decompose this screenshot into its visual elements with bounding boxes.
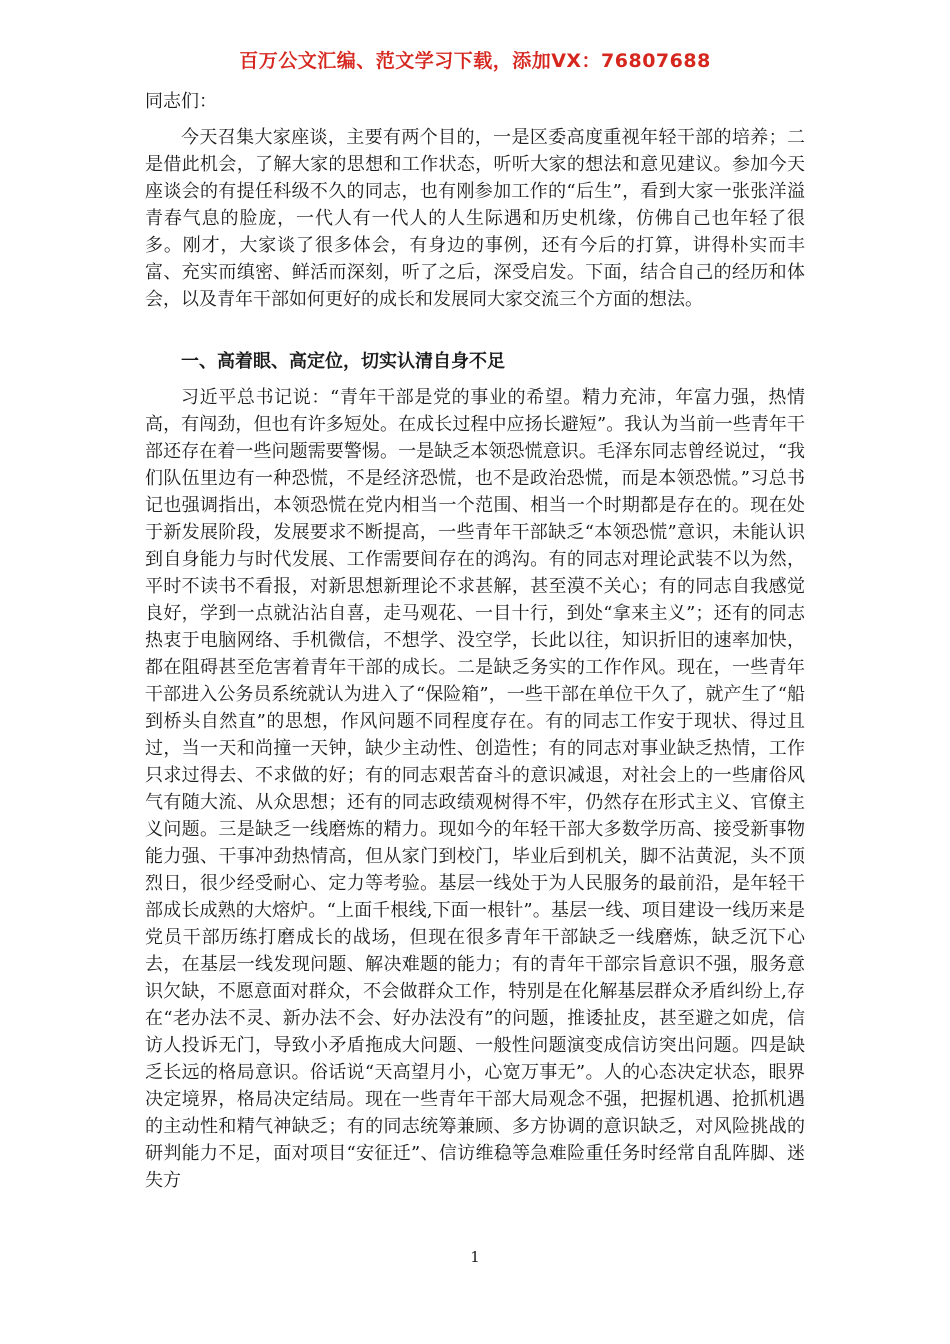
salutation: 同志们： xyxy=(145,91,217,112)
intro-paragraph: 今天召集大家座谈，主要有两个目的，一是区委高度重视年轻干部的培养；二是借此机会，了解大家的思想和工作状态，听听大家的想法和意见建议。参加今天座谈会的有提任科级不久的同志，也有刚参加工作的“后生”，看到大家一张张洋溢青春气息的脸庞，一代人有一代人的人生际遇和历史机缘，仿佛自己也年轻了很多。刚才，大家谈了很多体会，有身边的事例，还有今后的打算，讲得朴实而丰富、充实而缜密、鲜活而深刻，听了之后，深受启发。下面，结合自己的经历和体会，以及青年干部如何更好的成长和发展同大家交流三个方面的想法。 xyxy=(145,127,805,310)
document-body xyxy=(145,88,805,1194)
section-heading: 一、高着眼、高定位，切实认清自身不足 xyxy=(181,351,505,372)
body-paragraph: 习近平总书记说：“青年干部是党的事业的希望。精力充沛，年富力强，热情高，有闯劲，但也有许多短处。在成长过程中应扬长避短”。我认为当前一些青年干部还存在着一些问题需要警惕。一是缺乏本领恐慌意识。毛泽东同志曾经说过，“我们队伍里边有一种恐慌，不是经济恐慌，也不是政治恐慌，而是本领恐慌。”习总书记也强调指出，本领恐慌在党内相当一个范围、相当一个时期都是存在的。现在处于新发展阶段，发展要求不断提高，一些青年干部缺乏“本领恐慌”意识，未能认识到自身能力与时代发展、工作需要间存在的鸿沟。有的同志对理论武装不以为然，平时不读书不看报，对新思想新理论不求甚解，甚至漠不关心；有的同志自我感觉良好，学到一点就沾沾自喜，走马观花、一目十行，到处“拿来主义”；还有的同志热衷于电脑网络、手机微信，不想学、没空学，长此以往，知识折旧的速率加快，都在阻碍甚至危害着青年干部的成长。二是缺乏务实的工作作风。现在，一些青年干部进入公务员系统就认为进入了“保险箱”，一些干部在单位干久了，就产生了“船到桥头自然直”的思想，作风问题不同程度存在。有的同志工作安于现状、得过且过，当一天和尚撞一天钟，缺少主动性、创造性；有的同志对事业缺乏热情，工作只求过得去、不求做的好；有的同志艰苦奋斗的意识减退，对社会上的一些庸俗风气有随大流、从众思想；还有的同志政绩观树得不牢，仍然存在形式主义、官僚主义问题。三是缺乏一线磨炼的精力。现如今的年轻干部大多数学历高、接受新事物能力强、干事冲劲热情高，但从家门到校门，毕业后到机关，脚不沾黄泥，头不顶烈日，很少经受耐心、定力等考验。基层一线处于为人民服务的最前沿，是年轻干部成长成熟的大熔炉。“上面千根线,下面一根针”。基层一线、项目建设一线历来是党员干部历练打磨成长的战场，但现在很多青年干部缺乏一线磨炼，缺乏沉下心去，在基层一线发现问题、解决难题的能力；有的青年干部宗旨意识不强，服务意识欠缺，不愿意面对群众，不会做群众工作，特别是在化解基层群众矛盾纠纷上,存在“老办法不灵、新办法不会、好办法没有”的问题，推诿扯皮，甚至避之如虎，信访人投诉无门，导致小矛盾拖成大问题、一般性问题演变成信访突出问题。四是缺乏长远的格局意识。俗话说“天高望月小，心宽万事无”。人的心态决定状态，眼界决定境界，格局决定结局。现在一些青年干部大局观念不强，把握机遇、抢抓机遇的主动性和精气神缺乏；有的同志统筹兼顾、多方协调的意识缺乏，对风险挑战的研判能力不足，面对项目“安征迁”、信访维稳等急难险重任务时经常自乱阵脚、迷失方 xyxy=(145,387,805,1191)
watermark-banner: 百万公文汇编、范文学习下载，添加VX：76807688 xyxy=(239,50,711,72)
page-number: 1 xyxy=(470,1248,480,1266)
